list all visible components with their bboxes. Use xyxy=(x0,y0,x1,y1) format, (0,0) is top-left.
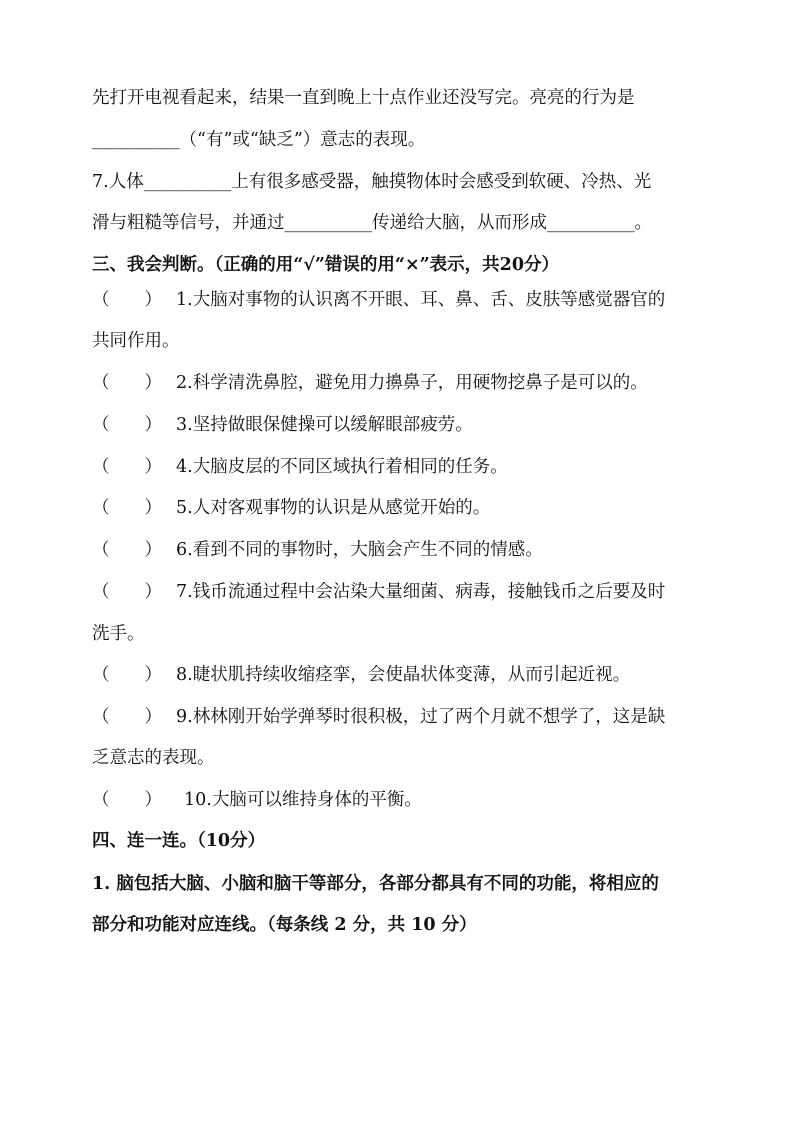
judge-item-9-text: 9.林林刚开始学弹琴时很积极，过了两个月就不想学了，这是缺 xyxy=(176,707,666,727)
answer-blank-9[interactable]: （ ） xyxy=(92,707,162,727)
answer-blank-8[interactable]: （ ） xyxy=(92,665,162,685)
section-4-question-1-line-2: 部分和功能对应连线。（每条线 2 分，共 10 分） xyxy=(92,915,477,935)
judge-item-10 xyxy=(92,788,712,812)
section-3-heading: 三、我会判断。（正确的用“√”错误的用“×”表示，共20分） xyxy=(92,255,560,275)
judge-item-7-cont: 洗手。 xyxy=(92,624,145,644)
judge-item-5-text: 5.人对客观事物的认识是从感觉开始的。 xyxy=(176,498,491,518)
q7-line-1: 7.人体__________上有很多感受器，触摸物体时会感受到软硬、冷热、光 xyxy=(92,172,652,192)
judge-item-9-cont: 乏意志的表现。 xyxy=(92,748,215,768)
section-4-heading: 四、连一连。（10分） xyxy=(92,831,266,851)
judge-item-3-text: 3.坚持做眼保健操可以缓解眼部疲劳。 xyxy=(176,415,473,435)
judge-item-9 xyxy=(92,705,712,729)
answer-blank-2[interactable]: （ ） xyxy=(92,373,162,393)
judge-item-1-cont: 共同作用。 xyxy=(92,331,180,351)
judge-item-6-text: 6.看到不同的事物时，大脑会产生不同的情感。 xyxy=(176,540,543,560)
judge-item-6 xyxy=(92,538,712,562)
judge-item-8 xyxy=(92,663,712,687)
answer-blank-1[interactable]: （ ） xyxy=(92,290,162,310)
judge-item-10-text: 10.大脑可以维持身体的平衡。 xyxy=(184,790,422,810)
judge-item-1 xyxy=(92,288,712,312)
answer-blank-6[interactable]: （ ） xyxy=(92,540,162,560)
answer-blank-7[interactable]: （ ） xyxy=(92,582,162,602)
q7-line-2: 滑与粗糙等信号，并通过__________传递给大脑，从而形成__________。 xyxy=(92,213,652,233)
judge-item-7-text: 7.钱币流通过程中会沾染大量细菌、病毒，接触钱币之后要及时 xyxy=(176,582,666,602)
answer-blank-4[interactable]: （ ） xyxy=(92,457,162,477)
judge-item-4-text: 4.大脑皮层的不同区域执行着相同的任务。 xyxy=(176,457,508,477)
judge-item-8-text: 8.睫状肌持续收缩痉挛，会使晶状体变薄，从而引起近视。 xyxy=(176,665,631,685)
judge-item-3 xyxy=(92,413,712,437)
judge-item-5 xyxy=(92,496,712,520)
q6-continuation-line-1: 先打开电视看起来，结果一直到晚上十点作业还没写完。亮亮的行为是 xyxy=(92,88,635,108)
judge-item-2-text: 2.科学清洗鼻腔，避免用力擤鼻子，用硬物挖鼻子是可以的。 xyxy=(176,373,648,393)
judge-item-2 xyxy=(92,371,712,395)
judge-item-4 xyxy=(92,455,712,479)
judge-item-7 xyxy=(92,580,712,604)
q6-continuation-line-2: __________（“有”或“缺乏”）意志的表现。 xyxy=(92,130,426,150)
answer-blank-5[interactable]: （ ） xyxy=(92,498,162,518)
judge-item-1-text: 1.大脑对事物的认识离不开眼、耳、鼻、舌、皮肤等感觉器官的 xyxy=(176,290,666,310)
answer-blank-3[interactable]: （ ） xyxy=(92,415,162,435)
section-4-question-1-line-1: 1. 脑包括大脑、小脑和脑干等部分，各部分都具有不同的功能，将相应的 xyxy=(92,874,659,894)
answer-blank-10[interactable]: （ ） xyxy=(92,790,162,810)
